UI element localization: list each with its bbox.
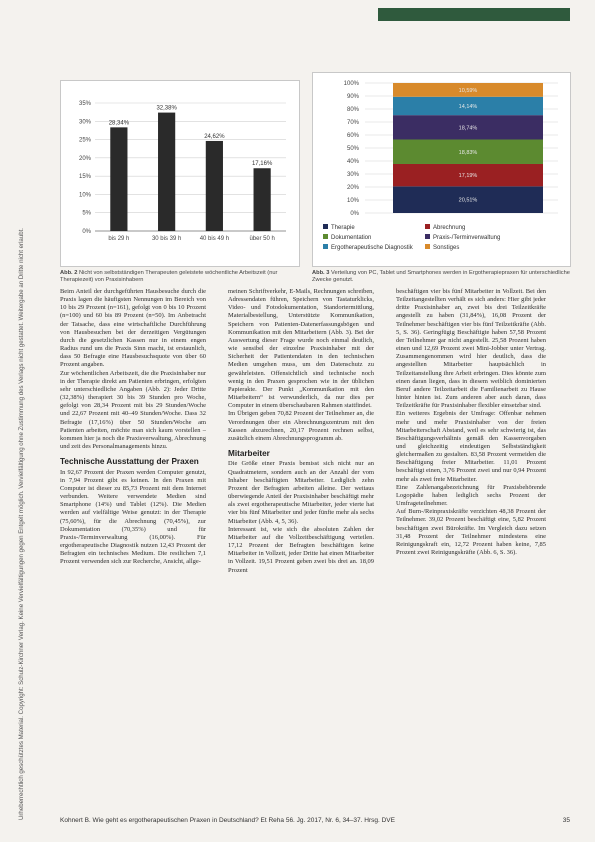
y-tick-label: 20%: [346, 185, 359, 191]
paragraph: meinen Schriftverkehr, E-Mails, Rechnungen schreiben, Adressendaten führen, Speichern von Tastaturklicks, Video- und Fotodokumentation, Standortermittlung, Materialbestellung, Unterstützte Kommunikation, Speichern von Patienten-Datenerfassungsbögen und Kommunikation mit den Mitarbeitern (Abb. 3). Bei der Auswertung dieser Frage wurde noch einmal deutlich, wie sensibel der einzelne Praxisinhaber mit der Sicherheit der Patientendaten in den technischen Medien umgehen muss, um den Datenschutz zu gewährleisten. Offensichtlich sind technische noch wenig in den Praxen gesprochen wie in der üblichen Papierakte. Der Punkt „Kommunikation mit den Mitarbeitern“ ist verwunderlich, da nur dies per Computer in einem überschaubaren Rahmen stattfindet.: [228, 288, 374, 410]
legend-label: Praxis-/Terminverwaltung: [433, 235, 501, 241]
legend-label: Abrechnung: [433, 225, 466, 231]
figure-caption-3: [312, 270, 570, 284]
paragraph: Eine Zahlenangabezeichnung für Praxisbehörende Logopädie haben lediglich sechs Prozent der Umfrageteilnehmer.: [396, 483, 546, 508]
y-tick-label: 50%: [346, 146, 359, 152]
y-tick-label: 10%: [78, 192, 91, 199]
y-tick-label: 70%: [346, 120, 359, 126]
copyright-side-note: Urheberrechtlich geschütztes Material. Copyright: Schulz-Kirchner Verlag. Keine Vervielfältigungen gegen Entgelt möglich. Vervielfältigung ohne Zustimmung des Verlags nicht gestattet. Weitergabe an Dritte nicht erlaubt.: [18, 228, 25, 820]
text-column-1: [60, 288, 206, 567]
citation: Kohnert B. Wie geht es ergotherapeutischen Praxen in Deutschland? Et Reha 56. Jg. 2017, Nr. 6, 34–37. Hrsg. DVE: [60, 817, 395, 824]
y-tick-label: 5%: [82, 210, 91, 217]
page-number: 35: [562, 817, 570, 824]
y-tick-label: 90%: [346, 94, 359, 100]
paragraph: beschäftigen vier bis fünf Mitarbeiter in Vollzeit. Bei den Teilzeitangestellten verhält es sich anders: Hier gibt jeder dritte Praxisinhaber an, zwei bis drei Teilzeitkräfte angestellt zu haben (31,84%), 16,08 Prozent der Teilnehmer beschäftigen vier bis fünf Teilzeitkräfte (Abb. 5, S. 36). Geringfügig Beschäftigte haben 57,58 Prozent der Teilnehmer gar nicht angestellt. 25,58 Prozent haben einen und 12,69 Prozent zwei Mini-Jobber unter Vertrag. Zusammengenommen wird hier deutlich, dass die angestellten Mitarbeiter hauptsächlich in Teilzeitanstellung ihre Arbeit erbringen. Dies könnte zum einen daran liegen, dass in diesem weiblich dominierten Beruf andere Teilzeitarbeit die Familienarbeit zu Hause hinter hinten ist. Zum anderen aber auch daran, dass Teilzeitkräfte für Praxisinhaber flexibler einsetzbar sind.: [396, 288, 546, 410]
data-label: 17,16%: [251, 161, 273, 168]
bar: [158, 113, 175, 231]
y-tick-label: 30%: [78, 119, 91, 126]
legend-swatch: [425, 234, 430, 239]
segment-label: 20,51%: [458, 197, 478, 204]
segment-label: 10,59%: [458, 87, 478, 94]
legend-label: Ergotherapeutische Diagnostik: [331, 245, 413, 251]
caption-text: Nicht von selbstständigen Therapeuten geleistete wöchentliche Arbeitszeit (nur Therapiezeit) von Praxisinhabern: [60, 270, 278, 284]
segment-label: 17,19%: [458, 173, 478, 180]
paragraph: Interessant ist, wie sich die absoluten Zahlen der Mitarbeiter auf die Vollzeitbeschäftigung verteilen. 17,12 Prozent der Befragten beschäftigen keine Mitarbeiter in Vollzeit, jeder Dritte hat einen Mitarbeiter in Vollzeit. 19,51 Prozent geben zwei bis drei an. 18,09 Prozent: [228, 525, 374, 574]
legend-label: Dokumentation: [331, 235, 372, 241]
segment-label: 14,14%: [458, 103, 478, 110]
caption-text: Verteilung von PC, Tablet und Smartphones werden in Ergotherapiepraxen für unterschiedliche Zwecke genutzt.: [312, 270, 570, 284]
legend-swatch: [323, 224, 328, 229]
section-heading: Mitarbeiter: [228, 448, 270, 458]
chart-media-usage: [312, 72, 571, 267]
paragraph: Zur wöchentlichen Arbeitszeit, die die Praxisinhaber nur in der Therapie direkt am Patienten erbringen, erfolgten sehr unterschiedliche Angaben (Abb. 2): Jeder Dritte (32,38%) therapiert 30 bis 39 Stunden pro Woche, gefolgt von 28,34 Prozent mit bis 29 Stunden/Woche und 22,67 Prozent mit 40–49 Stunden/Woche. Dass 32 Befragte (17,16%) über 50 Stunden/Woche am Patienten arbeiten, möchte man sich kaum vorstellen – kommen hier ja noch die Praxisverwaltung, Abrechnung und zeit des Personalmanagements hinzu.: [60, 369, 206, 450]
paragraph: Beim Anteil der durchgeführten Hausbesuche durch die Praxis lagen die häufigsten Nennungen im Bereich von 10 bis 29 Prozent (n=161), gefolgt von 0 bis 10 Prozent (n=100) und 60 bis 89 Prozent (n=50). Im Anbetracht der Tatsache, dass eine wirtschaftliche Durchführung von Hausbesuchen bei der derzeitigen Vergütungen durch die gesetzlichen Kassen nur in einem engen Radius rund um die Praxis Sinn macht, ist erstaunlich, dass 50 Befragte eine Hausbesuchsquote von über 60 Prozent angaben.: [60, 288, 206, 369]
bar: [110, 127, 127, 231]
y-tick-label: 20%: [78, 155, 91, 162]
paragraph: Die Größe einer Praxis bemisst sich nicht nur an Quadratmetern, sondern auch an der Anzahl der vom Inhaber beschäftigten Mitarbeiter. Lediglich zehn Prozent der Befragten arbeiten alleine. Der weitaus überwiegende Anteil der Praxisinhaber beschäftigt mehr als zwei ergotherapeutische Mitarbeiter, jeder vierte hat vier bis fünf Mitarbeiter und jeder fünfte mehr als sechs Mitarbeiter (Abb. 4, 5, 36).: [228, 460, 374, 525]
y-tick-label: 15%: [78, 174, 91, 181]
text-column-2: [228, 288, 374, 575]
y-tick-label: 40%: [346, 159, 359, 165]
data-label: 24,62%: [204, 133, 225, 140]
y-tick-label: 30%: [346, 172, 359, 178]
x-tick-label: 30 bis 39 h: [151, 236, 182, 242]
legend-swatch: [323, 234, 328, 239]
figure-caption-2: [60, 270, 300, 284]
x-tick-label: bis 29 h: [108, 236, 130, 242]
bar-chart-svg: [61, 81, 299, 266]
x-tick-label: 40 bis 49 h: [199, 236, 230, 242]
paragraph: Auf Burn-/Reinpraxiskräfte verzichten 48,38 Prozent der Teilnehmer. 39,02 Prozent beschäftigt eine, 5,82 Prozent beschäftigen zwei Bürokräfte. Im Vergleich dazu setzen 31,48 Prozent der Teilnehmer mindestens eine Reinigungskraft ein, 12,72 Prozent haben keine, 7,85 Prozent zwei Reinigungskräfte (Abb. 6, S. 36).: [396, 508, 546, 556]
caption-label: Abb. 3: [312, 270, 330, 276]
data-label: 28,34%: [108, 120, 130, 127]
segment-label: 18,83%: [458, 149, 478, 156]
page-footer: [60, 817, 570, 824]
paragraph: In 92,67 Prozent der Praxen werden Computer genutzt, in 7,94 Prozent gibt es keinen. In den Praxen mit Computer ist dieser zu 85,73 Prozent mit dem Internet verbunden. Weitere verwendete Medien sind Smartphone (14%) und Tablet (12%). Die Medien werden auf vielfältige Weise genutzt: in der Therapie (75,60%), für die Abrechnung (70,45%), zur Dokumentation (70,35%) und für Praxis-/Terminverwaltung (16,00%). Für ergotherapeutische Diagnostik nutzen 12,43 Prozent der Befragten ein technisches Medium. Die restlichen 7,1 Prozent verwenden sich zur Recherche, Ansicht, allge-: [60, 468, 206, 566]
y-tick-label: 0%: [350, 211, 359, 217]
segment-label: 18,74%: [458, 125, 478, 132]
legend-label: Sonstiges: [433, 245, 460, 251]
caption-label: Abb. 2: [60, 270, 78, 276]
section-heading: Technische Ausstattung der Praxen: [60, 457, 199, 467]
legend-label: Therapie: [331, 225, 355, 231]
y-tick-label: 10%: [346, 198, 359, 204]
text-column-3: [396, 288, 546, 557]
y-tick-label: 100%: [343, 81, 359, 87]
data-label: 32,38%: [156, 105, 177, 112]
x-tick-label: über 50 h: [249, 236, 275, 242]
legend-swatch: [425, 244, 430, 249]
y-tick-label: 0%: [82, 229, 91, 235]
section-title: Berufspolitik: [388, 22, 457, 34]
bar: [206, 141, 223, 231]
y-tick-label: 80%: [346, 107, 359, 113]
legend-swatch: [323, 244, 328, 249]
paragraph: Ein weiteres Ergebnis der Umfrage: Offenbar nehmen mehr und mehr Praxisinhaber von der freien Mitarbeiterschaft Abstand, weil es sehr schwierig ist, das Beschäftigungsverhältnis gemäß den Kassenvorgaben und gleichzeitig eindeutigen Selbstständigkeit gleichermaßen zu gestalten. 83,58 Prozent vermeiden die Beschäftigung freier Mitarbeiter. 11,01 Prozent beschäftigt einen, 3,76 Prozent zwei und nur 0,94 Prozent mehr als zwei freie Mitarbeiter.: [396, 410, 546, 483]
paragraph: Im Übrigen geben 70,82 Prozent der Teilnehmer an, die Verordnungen über ein Abrechnungszentrum mit den Kassen abzurechnen, 20,17 Prozent rechnen selbst, zusätzlich einem Abrechnungsprogramm ab.: [228, 410, 374, 442]
stacked-bar-svg: [313, 73, 570, 266]
y-tick-label: 60%: [346, 133, 359, 139]
chart-working-hours: [60, 80, 300, 267]
legend-swatch: [425, 224, 430, 229]
bar: [254, 168, 271, 231]
y-tick-label: 35%: [78, 101, 91, 107]
y-tick-label: 25%: [78, 137, 91, 144]
section-header-bar: [378, 8, 570, 21]
